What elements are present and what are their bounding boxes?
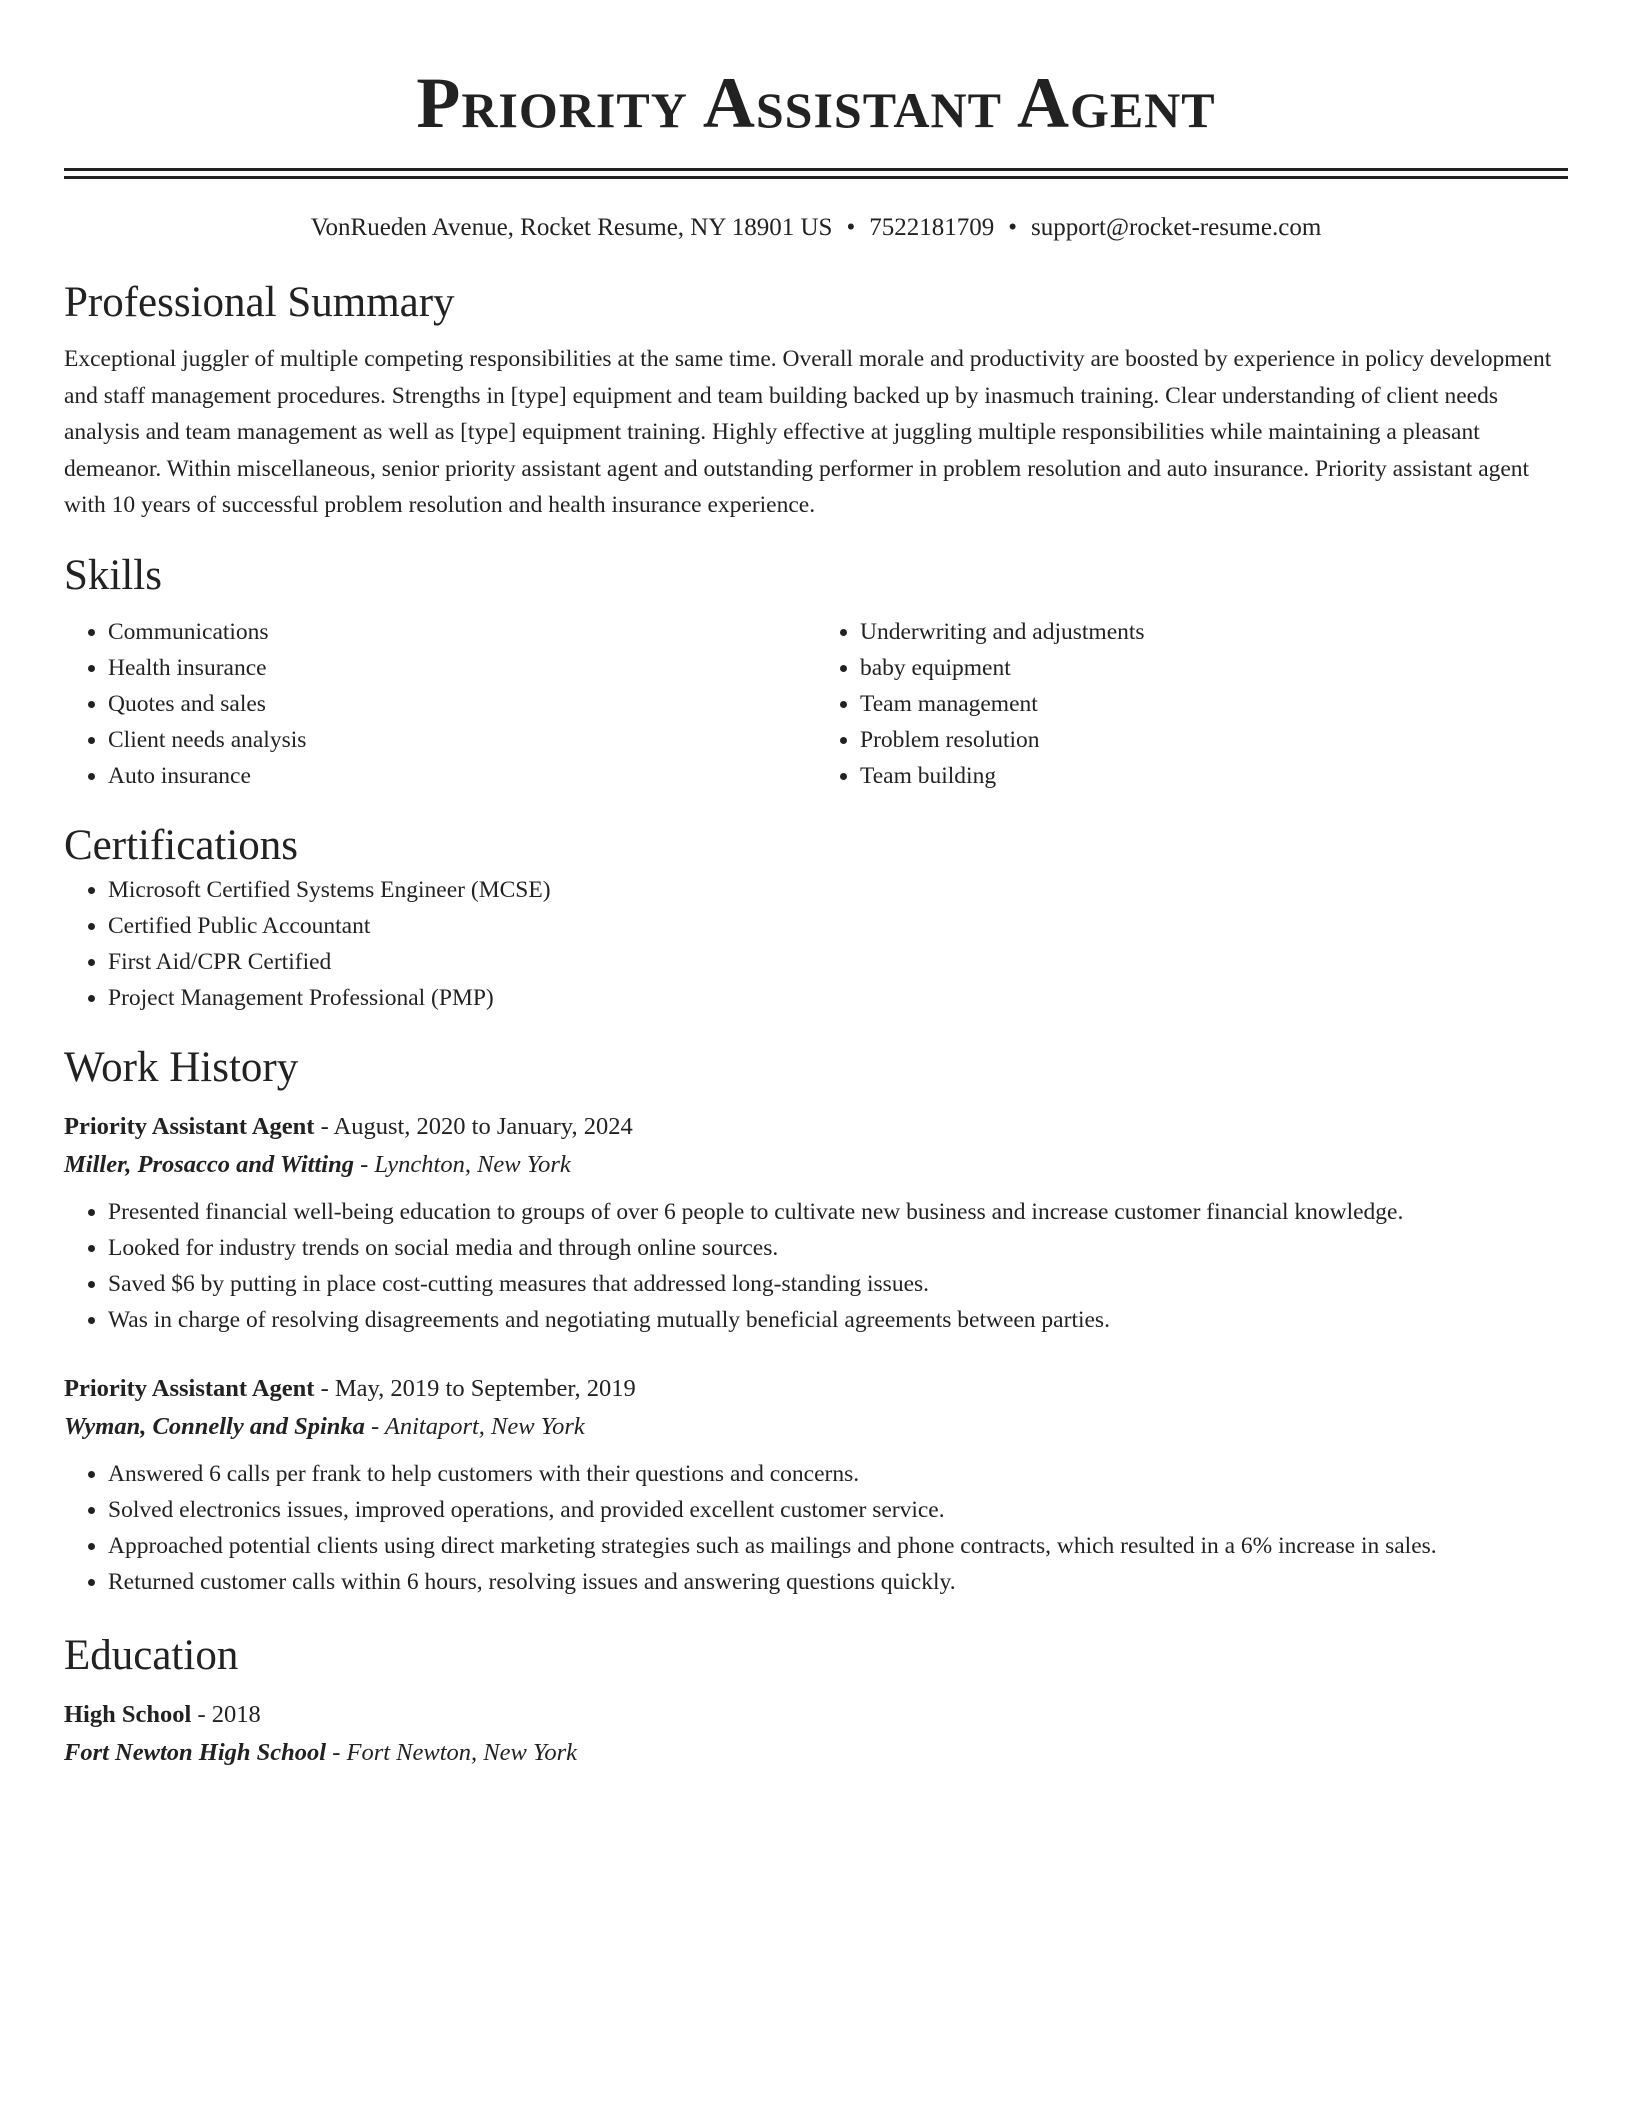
job-title: Priority Assistant Agent [64, 1374, 315, 1402]
skills-section [64, 550, 1568, 794]
certifications-list [64, 872, 1568, 1016]
dash-separator: - [371, 1412, 380, 1440]
certifications-heading: Certifications [64, 821, 299, 869]
job-title: Priority Assistant Agent [64, 1112, 315, 1140]
skill-item: • Client needs analysis [108, 722, 816, 758]
resume-title: Priority Assistant Agent [416, 63, 1216, 143]
job-duty: • Was in charge of resolving disagreements and negotiating mutually beneficial agreements between parties. [108, 1302, 1568, 1338]
job-duty: • Answered 6 calls per frank to help customers with their questions and concerns. [108, 1456, 1568, 1492]
certification-item: • Project Management Professional (PMP) [108, 980, 1568, 1016]
skill-item: • Team building [860, 758, 1568, 794]
job-company-line [64, 1408, 1568, 1446]
skill-item: • Underwriting and adjustments [860, 614, 1568, 650]
job-duty: • Presented financial well-being education to groups of over 6 people to cultivate new business and increase customer financial knowledge. [108, 1194, 1568, 1230]
job-header [64, 1370, 1568, 1408]
skills-list-right [816, 614, 1568, 794]
work-history-heading: Work History [64, 1043, 299, 1091]
dash-separator: - [332, 1738, 341, 1766]
education-heading: Education [64, 1631, 239, 1679]
skill-item: • Team management [860, 686, 1568, 722]
work-history-section [64, 1042, 1568, 1600]
education-degree: High School [64, 1700, 192, 1728]
job-company: Wyman, Connelly and Spinka [64, 1412, 365, 1440]
dash-separator: - [197, 1700, 206, 1728]
contact-separator: • [1008, 214, 1017, 241]
education-location: Fort Newton, New York [346, 1738, 578, 1766]
skill-item: • Auto insurance [108, 758, 816, 794]
contact-separator: • [846, 214, 856, 241]
skill-item: • baby equipment [860, 650, 1568, 686]
certification-item: • First Aid/CPR Certified [108, 944, 1568, 980]
contact-line [64, 213, 1568, 243]
job-duty: • Saved $6 by putting in place cost-cutting measures that addressed long-standing issues. [108, 1266, 1568, 1302]
skills-heading: Skills [64, 551, 162, 599]
certification-item: • Certified Public Accountant [108, 908, 1568, 944]
job-duty: • Solved electronics issues, improved operations, and provided excellent customer service. [108, 1492, 1568, 1528]
job-duty: • Looked for industry trends on social media and through online sources. [108, 1230, 1568, 1266]
summary-heading: Professional Summary [64, 279, 455, 326]
education-section [64, 1630, 1568, 1772]
skills-list-left [64, 614, 816, 794]
job-duty: • Approached potential clients using direct marketing strategies such as mailings and phone contracts, which resulted in a 6% increase in sales. [108, 1528, 1568, 1564]
certification-item: • Microsoft Certified Systems Engineer (MCSE) [108, 872, 1568, 908]
summary-section [64, 277, 1568, 524]
job-dates: August, 2020 to January, 2024 [333, 1112, 633, 1140]
contact-email: support@rocket-resume.com [1030, 214, 1322, 241]
dash-separator: - [320, 1374, 329, 1402]
dash-separator: - [360, 1150, 369, 1178]
certifications-section [64, 820, 1568, 1016]
skill-item: • Health insurance [108, 650, 816, 686]
job-location: Lynchton, New York [374, 1150, 571, 1178]
skills-grid [64, 614, 1568, 794]
contact-phone: 7522181709 [869, 214, 995, 241]
education-school-line [64, 1734, 1568, 1772]
job-duty: • Returned customer calls within 6 hours, resolving issues and answering questions quickly. [108, 1564, 1568, 1600]
job-header [64, 1108, 1568, 1146]
title-divider [64, 168, 1568, 179]
job-dates: May, 2019 to September, 2019 [334, 1374, 636, 1402]
job-duties-list [64, 1456, 1568, 1600]
job-location: Anitaport, New York [384, 1412, 585, 1440]
job-company-line [64, 1146, 1568, 1184]
job-company: Miller, Prosacco and Witting [64, 1150, 354, 1178]
job-entry [64, 1370, 1568, 1600]
education-entry [64, 1696, 1568, 1772]
skill-item: • Quotes and sales [108, 686, 816, 722]
summary-text: Exceptional juggler of multiple competing responsibilities at the same time. Overall morale and productivity are boosted by experience in policy development and staff management procedures. Strengths in [type] equipment and team building backed up by inasmuch training. Clear understanding of client needs analysis and team management as well as [type] equipment training. Highly effective at juggling multiple responsibilities while maintaining a pleasant demeanor. Within miscellaneous, senior priority assistant agent and outstanding performer in problem resolution and auto insurance. Priority assistant agent with 10 years of successful problem resolution and health insurance experience. [64, 346, 1552, 518]
job-duties-list [64, 1194, 1568, 1338]
education-school: Fort Newton High School [64, 1738, 327, 1766]
skill-item: • Problem resolution [860, 722, 1568, 758]
dash-separator: - [320, 1112, 329, 1140]
education-year: 2018 [211, 1700, 261, 1728]
job-entry [64, 1108, 1568, 1338]
education-header [64, 1696, 1568, 1734]
contact-address: VonRueden Avenue, Rocket Resume, NY 18901 US [310, 214, 833, 241]
skill-item: • Communications [108, 614, 816, 650]
